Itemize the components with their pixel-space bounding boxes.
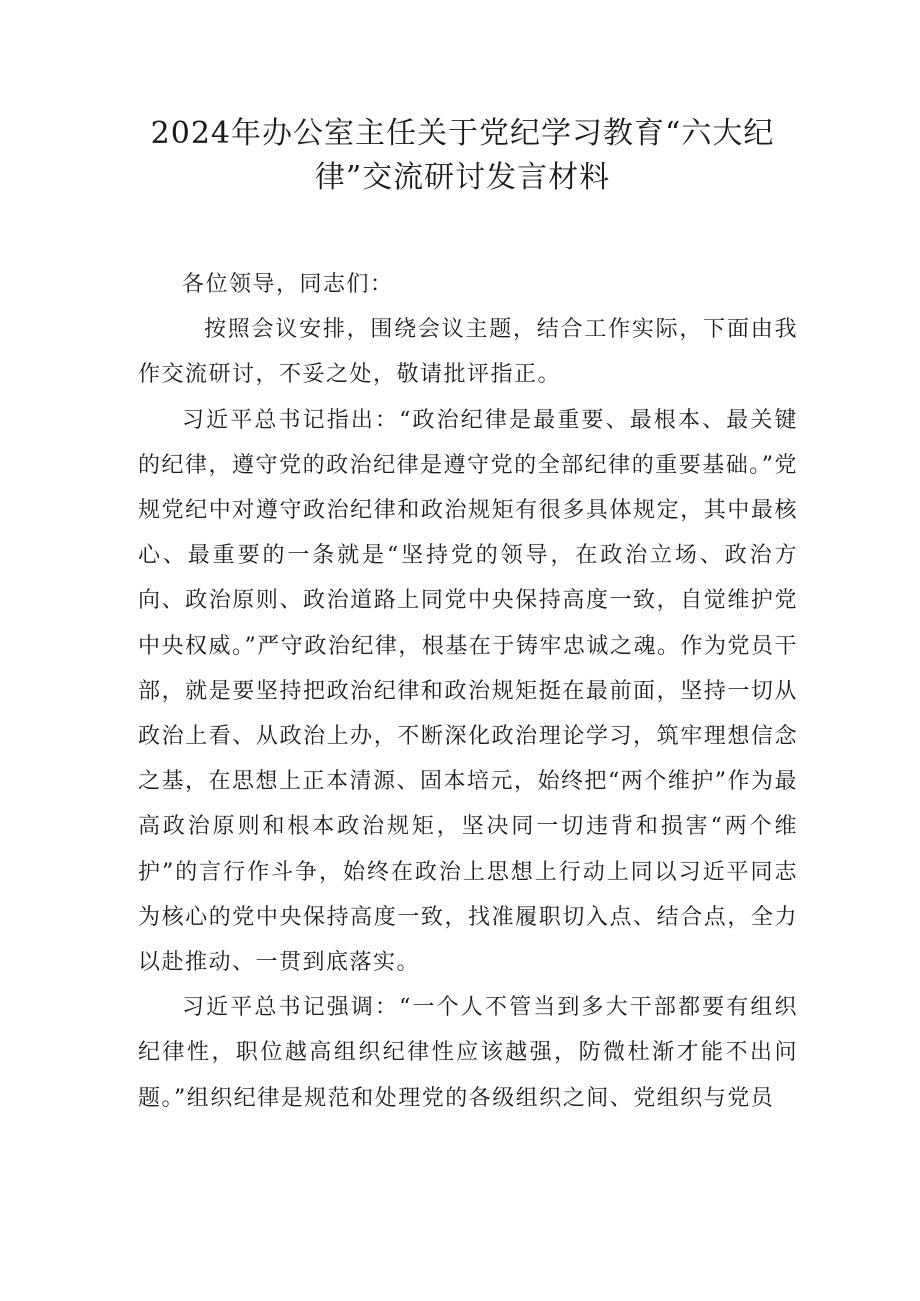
intro-paragraph: 按照会议安排，围绕会议主题，结合工作实际，下面由我作交流研讨，不妥之处，敬请批评指正。 (138, 317, 798, 388)
greeting-paragraph: 各位领导，同志们： (182, 272, 394, 297)
document-body (138, 262, 798, 1121)
document-title: 2024年办公室主任关于党纪学习教育“六大纪律”交流研讨发言材料 (150, 116, 775, 195)
political-discipline-paragraph: 习近平总书记指出：“政治纪律是最重要、最根本、最关键的纪律，遵守党的政治纪律是遵守党的全部纪律的重要基础。”党规党纪中对遵守政治纪律和政治规矩有很多具体规定，其中最核心、最重要的一条就是“坚持党的领导，在政治立场、政治方向、政治原则、政治道路上同党中央保持高度一致，自觉维护党中央权威。”严守政治纪律，根基在于铸牢忠诚之魂。作为党员干部，就是要坚持把政治纪律和政治规矩挺在最前面，坚持一切从政治上看、从政治上办，不断深化政治理论学习，筑牢理想信念之基，在思想上正本清源、固本培元，始终把“两个维护”作为最高政治原则和根本政治规矩，坚决同一切违背和损害“两个维护”的言行作斗争，始终在政治上思想上行动上同以习近平同志为核心的党中央保持高度一致，找准履职切入点、结合点，全力以赴推动、一贯到底落实。 (138, 407, 798, 976)
organizational-discipline-paragraph: 习近平总书记强调：“一个人不管当到多大干部都要有组织纪律性，职位越高组织纪律性应该越强，防微杜渐才能不出问题。”组织纪律是规范和处理党的各级组织之间、党组织与党员 (138, 995, 798, 1111)
